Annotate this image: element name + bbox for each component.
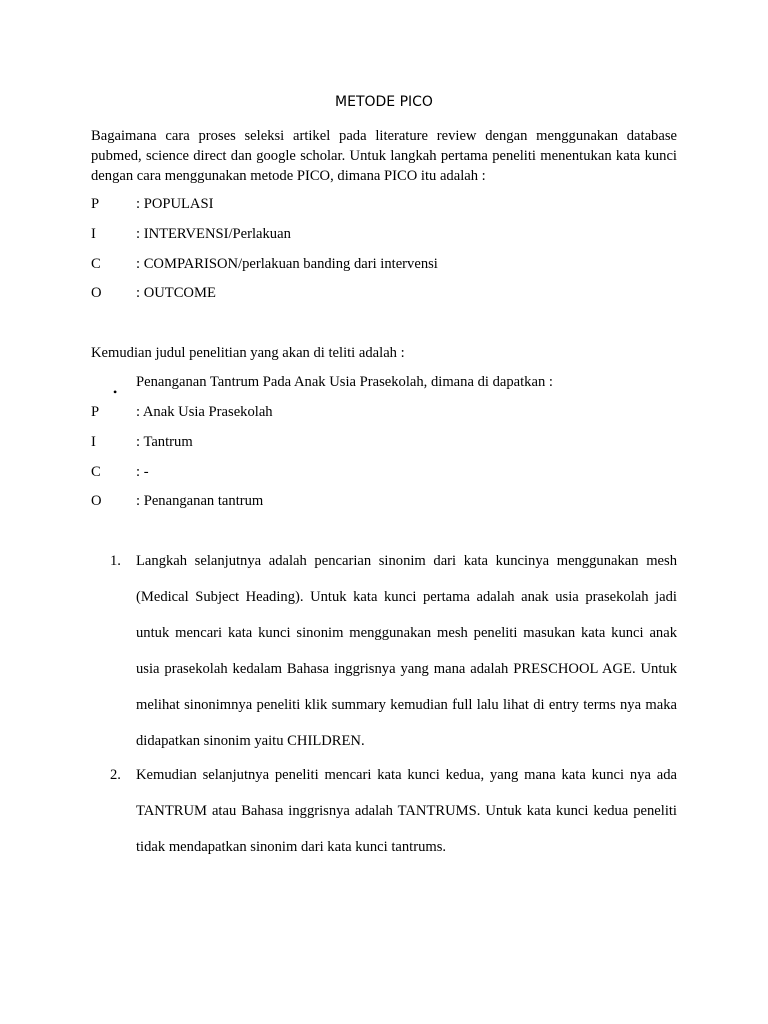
step-number: 1.: [110, 553, 121, 569]
pico-description: : COMPARISON/perlakuan banding dari intervensi: [136, 256, 438, 272]
step-paragraph: Langkah selanjutnya adalah pencarian sinonim dari kata kuncinya menggunakan mesh (Medical Subject Heading). Untuk kata kunci pertama adalah anak usia prasekolah jadi untuk mencari kata kunci sinonim menggunakan mesh peneliti masukan kata kunci anak usia prasekolah kedalam Bahasa inggrisnya yang mana adalah PRESCHOOL AGE. Untuk melihat sinonimnya peneliti klik summary kemudian full lalu lihat di entry terms nya maka didapatkan sinonim yaitu CHILDREN.: [136, 553, 677, 749]
bullet-icon: •: [113, 385, 118, 399]
research-intro: Kemudian judul penelitian yang akan di teliti adalah :: [91, 345, 405, 361]
pico-letter: I: [91, 226, 96, 242]
pico-description: : Penanganan tantrum: [136, 493, 264, 509]
pico-description: : POPULASI: [136, 196, 214, 212]
pico-description: : Tantrum: [136, 434, 193, 450]
pico-description: : -: [136, 464, 149, 480]
pico-letter: C: [91, 464, 101, 480]
pico-letter: O: [91, 493, 102, 509]
intro-paragraph: Bagaimana cara proses seleksi artikel pada literature review dengan menggunakan database pubmed, science direct dan google scholar. Untuk langkah pertama peneliti menentukan kata kunci dengan cara menggunakan metode PICO, dimana PICO itu adalah :: [91, 128, 677, 184]
bullet-research-title: Penanganan Tantrum Pada Anak Usia Prasekolah, dimana di dapatkan :: [136, 374, 553, 390]
pico-letter: C: [91, 256, 101, 272]
pico-letter: I: [91, 434, 96, 450]
pico-letter: O: [91, 285, 102, 301]
pico-letter: P: [91, 404, 100, 420]
pico-description: : OUTCOME: [136, 285, 216, 301]
step-number: 2.: [110, 767, 121, 783]
document-title: METODE PICO: [335, 94, 433, 110]
pico-letter: P: [91, 196, 100, 212]
pico-description: : Anak Usia Prasekolah: [136, 404, 273, 420]
pico-description: : INTERVENSI/Perlakuan: [136, 226, 291, 242]
step-paragraph: Kemudian selanjutnya peneliti mencari kata kunci kedua, yang mana kata kunci nya ada TANTRUM atau Bahasa inggrisnya adalah TANTRUMS. Untuk kata kunci kedua peneliti tidak mendapatkan sinonim dari kata kunci tantrums.: [136, 767, 677, 855]
